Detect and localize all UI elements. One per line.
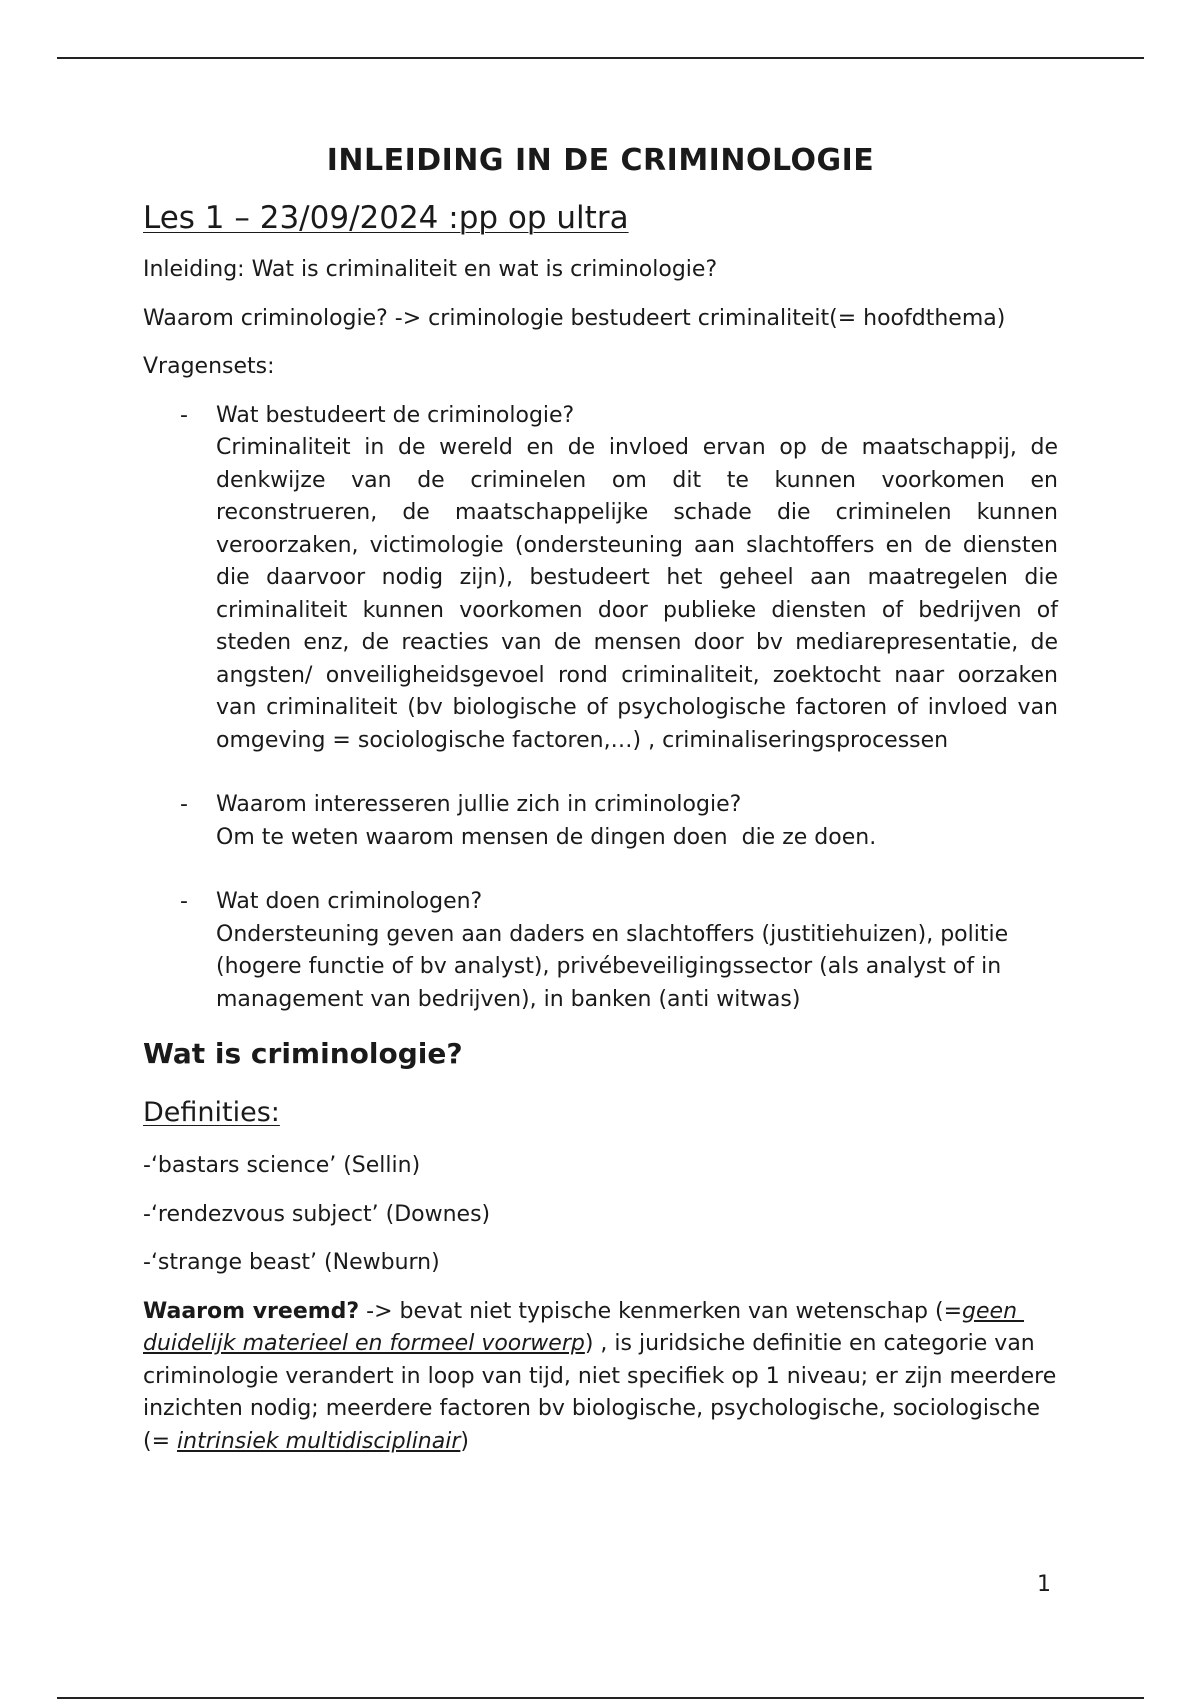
document-title: INLEIDING IN DE CRIMINOLOGIE xyxy=(326,143,875,178)
question-list xyxy=(143,400,1058,1017)
bullet-answer: Criminaliteit in de wereld en de invloed ervan op de maatschappij, de denkwijze van de criminelen om dit te kunnen voorkomen en reconstrueren, de maatschappelijke schade die criminelen kunnen veroorzaken, victimologie (ondersteuning aan slachtoffers en de diensten die daarvoor nodig zijn), bestudeert het geheel aan maatregelen die criminaliteit kunnen voorkomen door publieke diensten of bedrijven of steden enz, de reacties van de mensen door bv mediarepresentatie, de angsten/ onveiligheidsgevoel rond criminaliteit, zoektocht naar oorzaken van criminaliteit (bv biologische of psychologische factoren of invloed van omgeving = sociologische factoren,…) , criminaliseringsprocessen xyxy=(216,435,1058,753)
paragraph-text: ) xyxy=(460,1428,469,1454)
bullet-question: Wat doen criminologen? xyxy=(216,889,483,914)
final-paragraph xyxy=(143,1296,1064,1459)
document-page xyxy=(143,138,1064,1474)
bullet-answer: Om te weten waarom mensen de dingen doen die ze doen. xyxy=(216,824,877,850)
footer-rule xyxy=(57,1697,1144,1699)
list-item xyxy=(143,400,1058,758)
bullet-question: Waarom interesseren jullie zich in criminologie? xyxy=(216,792,742,817)
emphasis-text: intrinsiek multidisciplinair xyxy=(177,1428,461,1454)
dash-bullet: - xyxy=(180,402,188,428)
section-heading: Wat is criminologie? xyxy=(143,1037,463,1070)
vragensets-label: Vragensets: xyxy=(143,354,275,379)
definitions-heading: Definities: xyxy=(143,1097,280,1128)
header-rule xyxy=(57,57,1144,59)
paragraph-text: ) , is juridsiche definitie en categorie van criminologie verandert in loop van tijd, niet specifiek op 1 niveau; er zijn meerdere inzichten nodig; meerdere factoren bv biologische, psychologische, sociologische (= xyxy=(143,1331,1064,1454)
definition-item: -‘strange beast’ (Newburn) xyxy=(143,1250,440,1275)
lesson-heading: Les 1 – 23/09/2024 :pp op ultra xyxy=(143,200,629,236)
why-line: Waarom criminologie? -> criminologie bestudeert criminaliteit(= hoofdthema) xyxy=(143,305,1006,331)
definition-item: -‘bastars science’ (Sellin) xyxy=(143,1153,421,1178)
emphasis-text: geen duidelijk materieel en formeel voorwerp xyxy=(143,1298,1025,1356)
bold-lead: Waarom vreemd? xyxy=(143,1298,360,1324)
dash-bullet: - xyxy=(180,889,188,914)
list-item xyxy=(143,886,1058,1016)
bullet-question: Wat bestudeert de criminologie? xyxy=(216,402,575,428)
bullet-answer: Ondersteuning geven aan daders en slachtoffers (justitiehuizen), politie (hogere functie of bv analyst), privébeveiligingssector (als analyst of in management van bedrijven), in banken (anti witwas) xyxy=(216,921,1009,1012)
paragraph-text: -> bevat niet typische kenmerken van wetenschap (= xyxy=(359,1298,963,1324)
list-item xyxy=(143,789,1058,854)
intro-line: Inleiding: Wat is criminaliteit en wat is criminologie? xyxy=(143,257,718,282)
page-number: 1 xyxy=(1037,1572,1051,1597)
dash-bullet: - xyxy=(180,792,188,817)
definition-item: -‘rendezvous subject’ (Downes) xyxy=(143,1201,491,1227)
